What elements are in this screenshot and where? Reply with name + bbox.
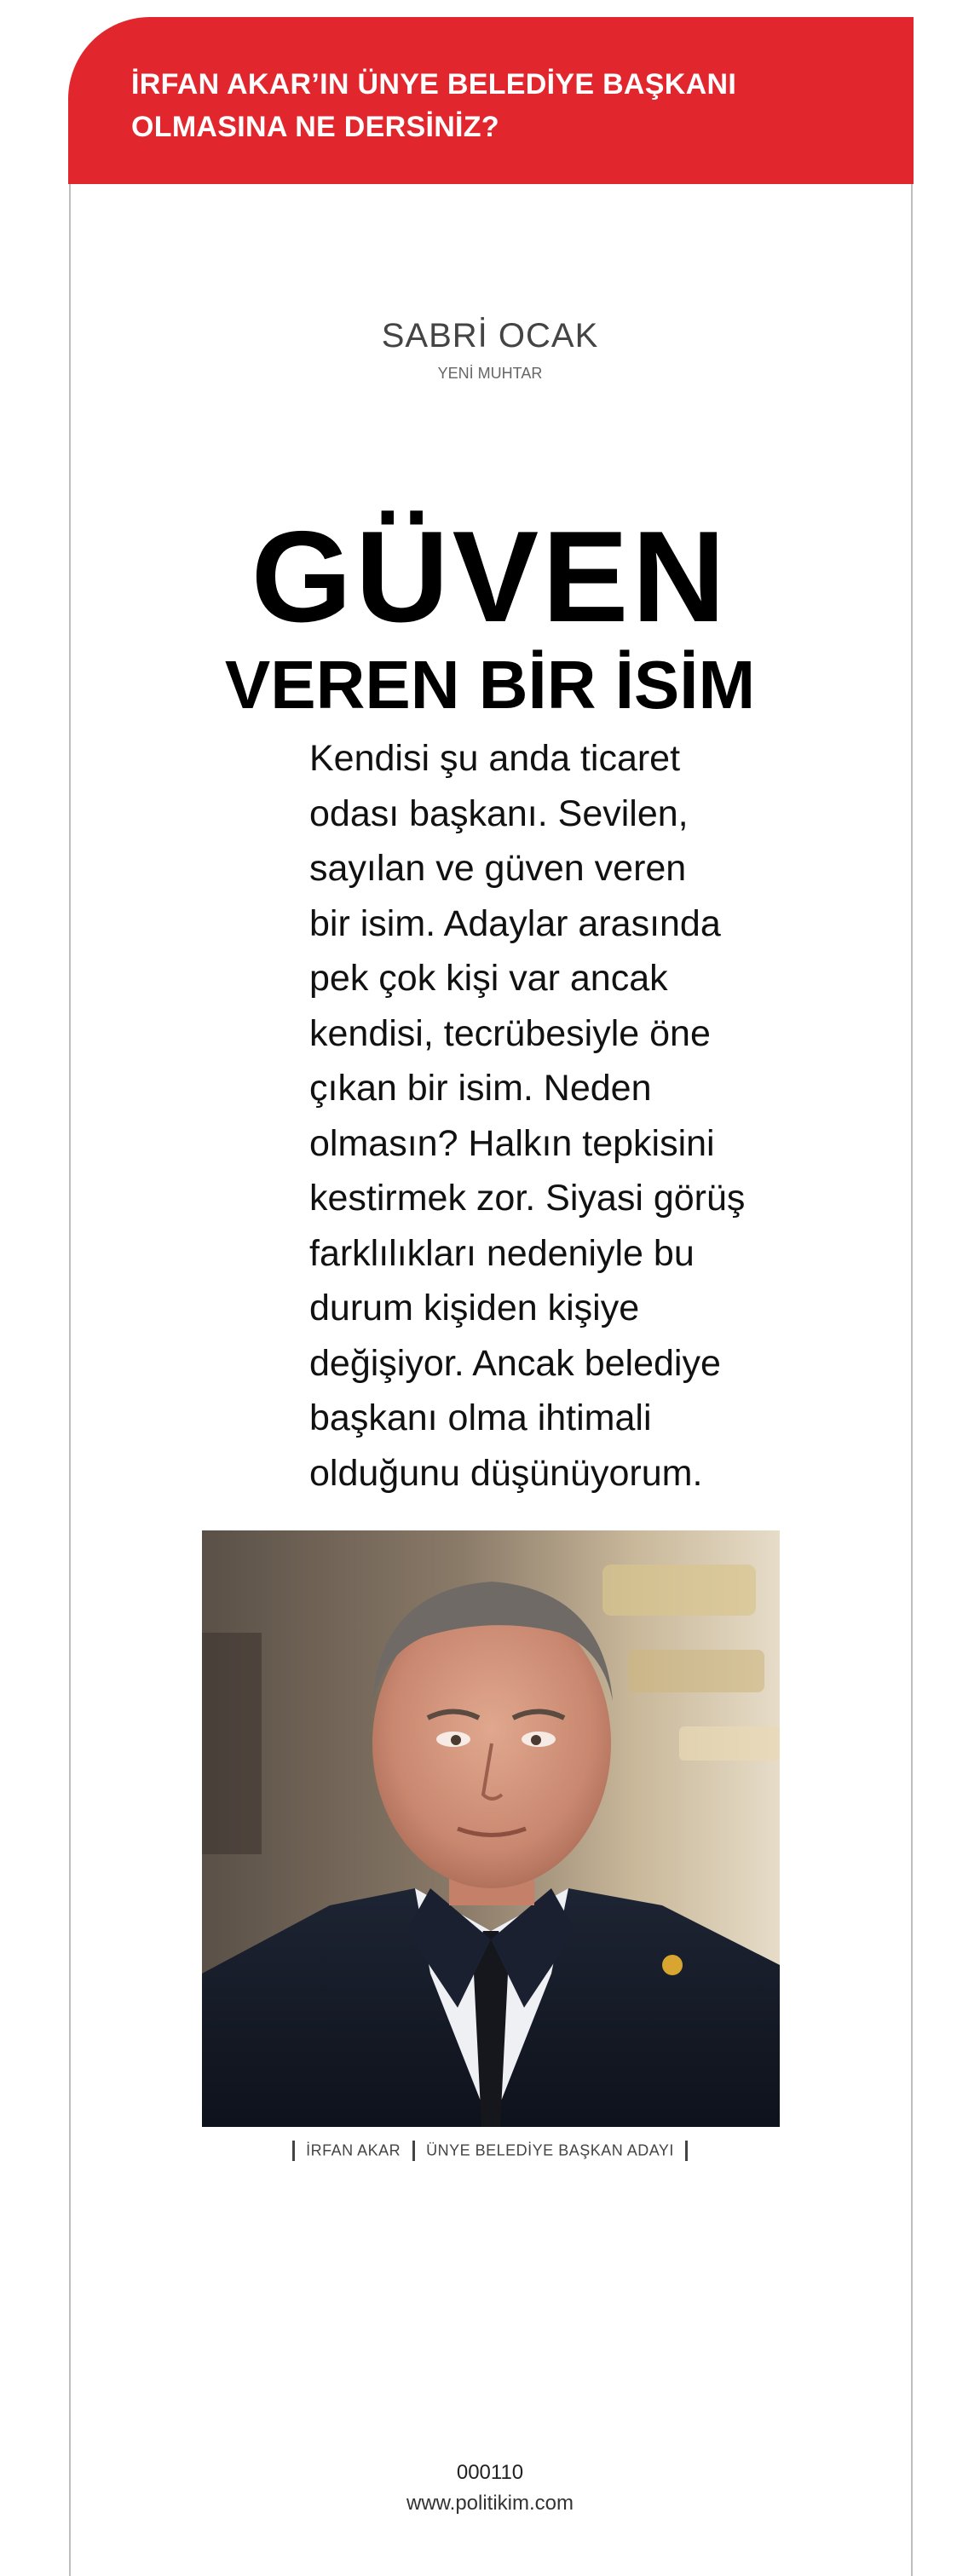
- body-line: farklılıkları nedeniyle bu: [309, 1232, 695, 1274]
- banner-title-line-1: İRFAN AKAR’IN ÜNYE BELEDİYE BAŞKANI: [131, 68, 737, 101]
- caption-role: ÜNYE BELEDİYE BAŞKAN ADAYI: [426, 2141, 674, 2159]
- caption-divider: [412, 2141, 415, 2161]
- photo-caption: [0, 2141, 980, 2161]
- person-title: YENİ MUHTAR: [437, 365, 543, 382]
- caption-divider: [292, 2141, 295, 2161]
- body-line: çıkan bir isim. Neden: [309, 1068, 652, 1109]
- body-line: kestirmek zor. Siyasi görüş: [309, 1178, 746, 1219]
- body-line: bir isim. Adaylar arasında: [309, 902, 721, 944]
- body-line: değişiyor. Ancak belediye: [309, 1342, 721, 1384]
- body-line: durum kişiden kişiye: [309, 1288, 640, 1328]
- page-number: 000110: [456, 2461, 524, 2484]
- website-url: www.politikim.com: [406, 2492, 574, 2515]
- body-line: odası başkanı. Sevilen,: [309, 792, 689, 834]
- caption-name: İRFAN AKAR: [306, 2141, 401, 2159]
- body-line: kendisi, tecrübesiyle öne: [309, 1012, 711, 1054]
- body-line: başkanı olma ihtimali: [309, 1397, 652, 1438]
- headline-main: GÜVEN: [251, 504, 729, 649]
- headline-sub: VEREN BİR İSİM: [224, 647, 756, 723]
- body-line: sayılan ve güven veren: [309, 848, 687, 889]
- person-name: SABRİ OCAK: [381, 317, 599, 354]
- banner-title-line-2: OLMASINA NE DERSİNİZ?: [131, 111, 499, 143]
- body-line: olmasın? Halkın tepkisini: [309, 1122, 715, 1164]
- body-line: Kendisi şu anda ticaret: [309, 738, 681, 779]
- article-body: [309, 731, 746, 1501]
- header-banner: [68, 17, 914, 184]
- body-line: olduğunu düşünüyorum.: [309, 1452, 703, 1494]
- portrait-photo: [202, 1530, 780, 2127]
- caption-divider: [685, 2141, 688, 2161]
- body-line: pek çok kişi var ancak: [309, 958, 668, 999]
